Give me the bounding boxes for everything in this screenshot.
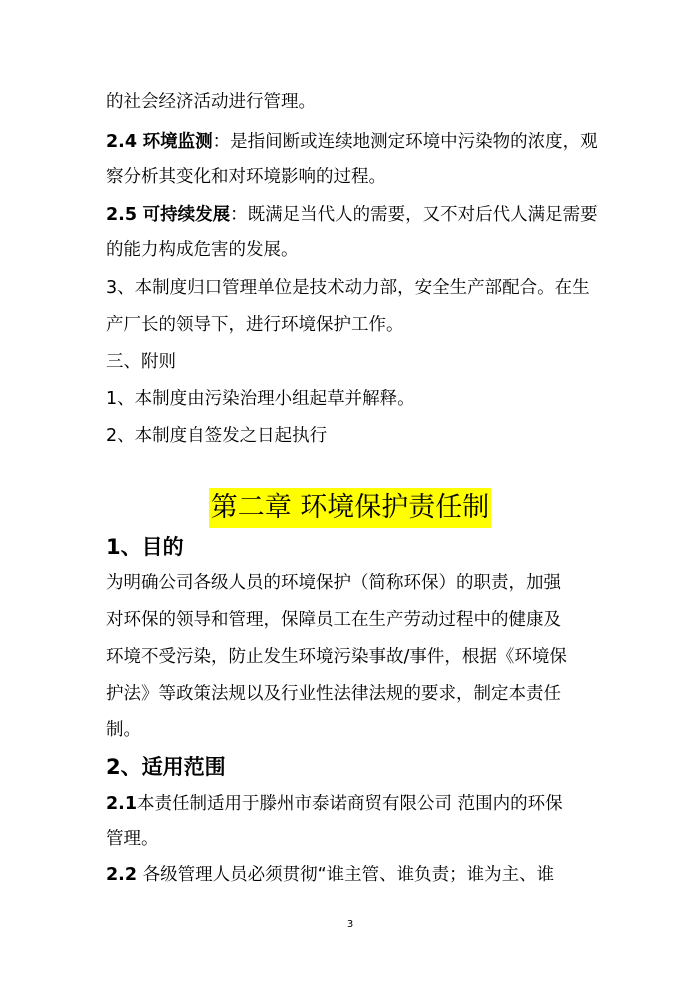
section-heading-purpose: 1、目的 (106, 535, 184, 559)
text-line: 察分析其变化和对环境影响的过程。 (106, 167, 386, 187)
section-heading-supplementary: 三、附则 (106, 352, 176, 372)
section-heading-scope: 2、适用范围 (106, 755, 226, 779)
definition-environmental-monitoring (106, 130, 606, 154)
text-line: 环境不受污染，防止发生环境污染事故/事件，根据《环境保 (106, 647, 567, 667)
text-line: 的能力构成危害的发展。 (106, 240, 299, 260)
text-line: 为明确公司各级人员的环境保护（简称环保）的职责，加强 (106, 573, 561, 593)
clause-text: 本责任制适用于滕州市泰诺商贸有限公司 范围内的环保 (137, 794, 563, 814)
clause-number: 2.1 (106, 794, 138, 814)
clause-number: 2.2 (106, 865, 138, 885)
clause-number: 2.4 (106, 132, 138, 152)
clause-number: 2.5 (106, 205, 138, 225)
definition-text: ：是指间断或连续地测定环境中污染物的浓度，观 (212, 132, 598, 152)
text-line: 管理。 (106, 829, 159, 849)
text-line: 护法》等政策法规以及行业性法律法规的要求，制定本责任 (106, 684, 561, 704)
clause-2-2 (106, 863, 606, 887)
text-line: 3、本制度归口管理单位是技术动力部，安全生产部配合。在生 (106, 278, 590, 298)
text-line: 对环保的领导和管理，保障员工在生产劳动过程中的健康及 (106, 610, 561, 630)
text-line: 制。 (106, 720, 141, 740)
clause-2-1 (106, 792, 606, 816)
text-line: 2、本制度自签发之日起执行 (106, 426, 328, 446)
page-number: 3 (346, 919, 354, 930)
text-line: 1、本制度由污染治理小组起草并解释。 (106, 389, 415, 409)
chapter-title: 第二章 环境保护责任制 (209, 488, 492, 528)
chapter-title-wrap (0, 488, 700, 528)
term: 环境监测 (142, 132, 213, 152)
text-line: 产厂长的领导下，进行环境保护工作。 (106, 315, 404, 335)
definition-text: ：既满足当代人的需要，又不对后代人满足需要 (230, 205, 598, 225)
term: 可持续发展 (142, 205, 231, 225)
clause-text: 各级管理人员必须贯彻“谁主管、谁负责；谁为主、谁 (137, 865, 555, 885)
definition-sustainable-development (106, 203, 606, 227)
text-line: 的社会经济活动进行管理。 (106, 92, 316, 112)
